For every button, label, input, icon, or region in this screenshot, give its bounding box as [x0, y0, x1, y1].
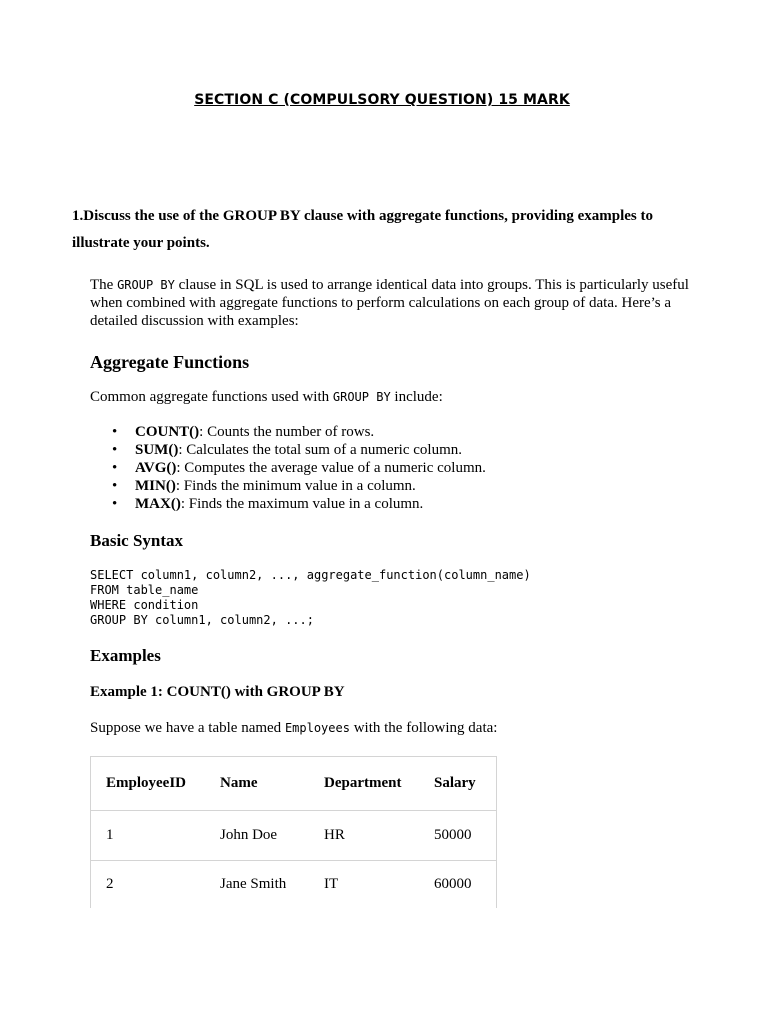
table-row: [91, 861, 496, 909]
intro-code: GROUP BY: [117, 278, 175, 292]
table-cell: 2: [106, 876, 114, 892]
question-text: 1.Discuss the use of the GROUP BY clause with aggregate functions, providing examples to illustrate your points.: [72, 208, 653, 251]
example-1-heading: Example 1: COUNT() with GROUP BY: [90, 684, 345, 700]
section-title: SECTION C (COMPULSORY QUESTION) 15 MARK: [194, 92, 570, 108]
basic-syntax-heading: Basic Syntax: [90, 531, 184, 550]
syntax-code-block: SELECT column1, column2, ..., aggregate_function(column_name) FROM table_name WHERE condition GROUP BY column1, column2, ...;: [90, 568, 531, 627]
bullet-icon: •: [112, 442, 118, 458]
list-item: [112, 495, 690, 513]
answer-content: [90, 276, 690, 913]
column-header: Department: [309, 757, 419, 811]
aggregate-functions-heading: Aggregate Functions: [90, 352, 250, 372]
table-header-row: [91, 757, 496, 811]
function-desc: : Computes the average value of a numeric column.: [176, 460, 486, 476]
table-cell: HR: [309, 811, 419, 861]
common-functions-paragraph: [90, 388, 690, 406]
function-name: MAX(): [135, 496, 181, 512]
list-item: [112, 441, 690, 459]
bullet-icon: •: [112, 478, 118, 494]
employees-table-wrapper: [90, 756, 497, 908]
suppose-after: with the following data:: [349, 720, 498, 736]
function-name: SUM(): [135, 442, 179, 458]
common-before: Common aggregate functions used with: [90, 389, 333, 405]
table-cell: John Doe: [205, 811, 309, 861]
common-after: include:: [390, 389, 443, 405]
common-code: GROUP BY: [332, 390, 391, 404]
table-cell: 60000: [434, 876, 472, 892]
intro-before: The: [90, 277, 118, 293]
list-item: [112, 459, 690, 477]
column-header: Salary: [419, 757, 496, 811]
list-item: [112, 477, 690, 495]
function-desc: : Counts the number of rows.: [199, 424, 375, 440]
examples-heading: Examples: [90, 646, 161, 665]
employees-table: [91, 757, 496, 908]
list-item: [112, 423, 690, 441]
function-name: COUNT(): [135, 424, 200, 440]
column-header: Name: [205, 757, 309, 811]
suppose-paragraph: [90, 719, 690, 737]
function-name: MIN(): [135, 478, 176, 494]
table-cell: 50000: [419, 811, 496, 861]
table-row: [91, 811, 496, 861]
function-desc: : Finds the maximum value in a column.: [180, 496, 424, 512]
bullet-icon: •: [112, 424, 118, 440]
column-header: EmployeeID: [91, 757, 205, 811]
function-desc: : Calculates the total sum of a numeric column.: [178, 442, 463, 458]
intro-paragraph: [90, 276, 690, 330]
bullet-icon: •: [112, 496, 118, 512]
suppose-before: Suppose we have a table named: [90, 720, 285, 736]
bullet-icon: •: [112, 460, 118, 476]
intro-after: clause in SQL is used to arrange identical data into groups. This is particularly useful when combined with aggregate functions to perform calculations on each group of data. Here’s a detailed discussion with examples:: [90, 277, 689, 329]
table-cell: 1: [91, 811, 205, 861]
aggregate-functions-list: [90, 423, 690, 513]
table-cell: Jane Smith: [220, 876, 287, 892]
function-name: AVG(): [135, 460, 177, 476]
suppose-code: Employees: [284, 721, 350, 735]
function-desc: : Finds the minimum value in a column.: [175, 478, 416, 494]
table-cell: IT: [324, 876, 339, 892]
